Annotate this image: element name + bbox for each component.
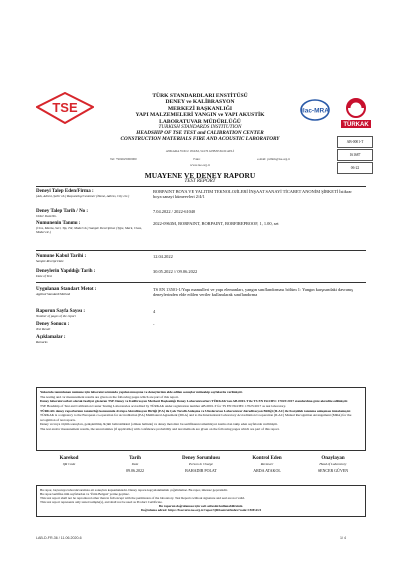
field-sublabel: Date of Test (36, 273, 52, 278)
footer-line: Bu rapor, başvuruya laboratuvarımıza ait sonuçları kapsamaktadır. Deney raporu kopyalanmamalı çoğaltılamaz. Bu rapor, imzasız geçersizdir. (40, 488, 228, 492)
signature-value: 09.06.2022 (126, 467, 144, 473)
field-label-text: Uygulanan Standart Metot : (36, 287, 97, 292)
field-label-text: Deneyi Talep Eden/Firma : (36, 189, 94, 194)
field-value: 7.04.2022 / 2022-61040 (153, 209, 196, 214)
field-value: BORPAINT BOYA VE YALITIM TEKNOLOJİLERİ İNŞAAT SANAYİ TİCARET ANONİM ŞİRKETİ İstikrar boya sanayi kümeevleri 2/4/1 (153, 189, 352, 200)
field-value: 30.05.2022 // 09.06.2022 (153, 269, 198, 274)
divider (36, 186, 366, 187)
field-value: 4 (153, 309, 156, 314)
report-subtitle: TEST REPORT (184, 179, 216, 184)
footer-line: This test report represents only tested sample(s), and shall not be used as Product Certificate. (40, 500, 163, 505)
signature-person-in-charge (168, 456, 234, 473)
header-en-line: TURKISH STANDARDS INSTITUTION (158, 124, 242, 130)
note-line: TSE Headship of Test and Calibration Center Testing Laboratories accredited by TÜRKAK under registration number AB-0001-T for TS EN ISO/IEC 17025:2017 as test laboratory. (40, 404, 286, 409)
institution-name-tr (100, 93, 300, 125)
field-sublabel: Test Result (36, 326, 51, 331)
field-label (36, 287, 146, 297)
signature-qr-code (36, 456, 102, 473)
field-label-text: Deney Sonucu : (36, 322, 70, 327)
field-label (36, 309, 146, 319)
field-value: - (153, 322, 155, 327)
signature-heading: Onaylayan (321, 456, 345, 461)
signature-head-of-lab (300, 456, 366, 473)
note-line: Deney ve/veya ölçüm sonuçları, genişletilmiş ölçüm belirsizlikleri (olması halinde) ve deney metotları bu sertifikanın tamamlayıcı kısmı olan takip eden sayfalarda verilmiştir. (40, 422, 278, 427)
form-code: LAB-D-FR-36 / 11.06.2020-6 (36, 536, 82, 540)
page-number: 1/ 4 (340, 536, 346, 540)
note-line: The testing and /or measurement results are given on the following pages which are part of this report. (40, 394, 179, 399)
field-label-text: Numunenin Tanımı : (36, 221, 81, 226)
institution-name-en (100, 125, 300, 142)
signature-heading: Deney Sorumlusu (182, 456, 220, 461)
header-tr-line: MERKEZİ BAŞKANLIĞI (167, 105, 233, 112)
signature-value: ARDA ATAKOL (253, 467, 281, 473)
note-line: Deney laboratuvarları olarak faaliyet gösteren TSE Deney ve Kalibrasyon Merkezi Başkanlığı Deney Laboratuvarları TÜRKAK'tan AB-0001-T ile TS EN ISO/IEC 17025:2017 standardına göre akredite edilmiştir. (40, 399, 348, 404)
signature-subheading: Reviewer (260, 461, 274, 466)
header-en-line: CONSTRUCTION MATERIALS FIRE AND ACOUSTIC LABORATORY (120, 135, 280, 142)
signature-date (102, 456, 168, 473)
field-label-text: Raporun Sayfa Sayısı : (36, 309, 86, 314)
header-tr-line: TÜRK STANDARDLARI ENSTİTÜSÜ (152, 93, 248, 99)
signature-heading: Karekod (59, 456, 79, 461)
signature-value: BAHADIR POLAT (185, 467, 217, 473)
signature-heading: Kontrol Eden (252, 456, 282, 461)
accreditation-notes (36, 387, 366, 451)
field-value: 2022-0963M, BORPAINT, BORPAINT, BORFIREPROOF, 1, 1.00, set (153, 221, 279, 226)
accreditation-number: AB-0001-T (337, 136, 373, 148)
header-en-line: HEADSHIP OF TSE TEST and CALIBRATION CENTER (136, 129, 264, 136)
field-label (36, 335, 146, 345)
field-label (36, 209, 146, 219)
header-tr-line: YAPI MALZEMELERİ YANGIN ve YAPI AKUSTİK (135, 112, 265, 119)
header-tr-line: LABORATUVAR MÜDÜRLÜĞÜ (159, 118, 241, 125)
field-sublabel: (Cins, Marka, Seri, Tip, Tür, Model vb.) Sample Description (Type, Mark, Class, Model etc.) (36, 225, 142, 234)
field-value: TS EN 13501-1/Yapı mamulleri ve yapı elemanları, yangın sınıflandırması bölüm 1: Yangın karşısındaki davranış deneylerinden elde edilen veriler kullanılarak sınıflandırma (153, 287, 353, 298)
signature-heading: Tarih (129, 456, 141, 461)
signature-reviewer (234, 456, 300, 473)
field-label (36, 221, 146, 234)
contact-line (110, 157, 290, 161)
ilac-mra-logo (298, 97, 332, 127)
field-label-text: Deneylerin Yapıldığı Tarih : (36, 269, 96, 274)
email (257, 157, 290, 161)
field-label (36, 254, 146, 264)
ilac-logo-text: ilac-MRA (301, 107, 329, 115)
phone-value: +902625000000 (115, 157, 137, 161)
tse-logo (36, 92, 94, 124)
turkak-logo (340, 96, 372, 130)
report-title: MUAYENE VE DENEY RAPORU (144, 171, 256, 180)
field-label-text: Açıklamalar : (36, 335, 66, 340)
field-sublabel: Applied Standard/Method (36, 291, 71, 296)
note-line: TÜRKAK is a signatory to the European co-operation for Accreditation (EA) Multilateral Agreement (MLA) and to the International Laboratory Accreditation Cooperation (ILAC) Mutual Recognition Arrangement (MRA) for the recognition of test reports. (40, 413, 352, 422)
fax-label: Faks: (193, 157, 201, 161)
signature-subheading: QR Code (62, 461, 76, 466)
field-sublabel: Sample Receipt Date (36, 258, 64, 263)
address: ANKARA YOLU 18.KM, 54176 GEBZE/KOCAELİ (165, 149, 235, 153)
turkak-logo-text: TÜRKAK (343, 122, 369, 129)
email-value: yalbtm@tse.org.tr (266, 157, 290, 161)
field-value: 12.04.2022 (153, 254, 173, 259)
note-line: TÜRKAK deney raporlarının tanınırlığı konusunda Avrupa Akreditasyon Birliği (EA) ile Çok Taraflı Anlaşma ve Uluslararası Laboratuvar Akreditasyon Birliği (ILAC) ile Karşılıklı tanınma anlaşması imzalamıştır. (40, 408, 351, 413)
test-number: 161687 (337, 149, 373, 161)
signature-subheading: Person in Charge (189, 461, 213, 466)
header-tr-line: DENEY ve KALİBRASYON (165, 99, 235, 106)
field-sublabel: (Adı, Adresi, Şehir vb.) Requesting/Customer (Name, Adress, City etc.) (36, 193, 130, 198)
email-label: e-mail: (257, 157, 267, 161)
verification-link[interactable]: Doğrulama adresi: https://basvuru.tse.org.tr/rapor/QRKontrol/index?code=1MEAUI (141, 508, 261, 513)
divider (36, 250, 366, 251)
tse-logo-text: TSE (52, 100, 78, 115)
signature-subheading: Date (131, 461, 139, 466)
field-label-text: Deney Talep Tarih / No : (36, 209, 89, 214)
field-label (36, 269, 146, 279)
website: www.tse.org.tr (190, 163, 210, 167)
signature-value: SENCER GÜVEN (317, 467, 349, 473)
note-line: Yukarıda tanımlanan numune için laboratuvarımızda yapılan muayene ve deneylerden elde edilen sonuçlar müteakip sayfalarda verilmiştir. (40, 390, 243, 394)
signature-subheading: Head of Laboratory (319, 461, 347, 466)
accreditation-box (337, 136, 373, 175)
field-label (36, 322, 146, 332)
field-sublabel: Order Date/No. (36, 213, 57, 218)
field-label-text: Numune Kabul Tarihi : (36, 254, 87, 259)
revision: 06-22 (337, 162, 373, 174)
field-sublabel: Remarks (36, 339, 48, 344)
validity-notes (36, 485, 366, 517)
footer-line: This test report shall not be reproduced other than in full except with the permission of the laboratory. Test Reports without signature and seal are not valid. (40, 496, 245, 501)
signature-row (36, 456, 366, 473)
phone-label: Tel: (110, 157, 115, 161)
note-line: The test and/or measurement results, the uncertainties (if applicable) with confidence probability and test methods are given on the following pages which are part of this report. (40, 427, 280, 432)
divider (36, 282, 366, 283)
footer-line: Bu raporun doğrulaması için web adresini kullanabilirsiniz. (158, 504, 244, 509)
field-sublabel: Number of pages of the report (36, 313, 76, 318)
field-label (36, 189, 146, 199)
phone (110, 157, 137, 161)
footer-line: Bu rapor/sertifika tüm sayfalardan ve 'Ürün Belgesi' yerine geçmez. (40, 492, 130, 497)
